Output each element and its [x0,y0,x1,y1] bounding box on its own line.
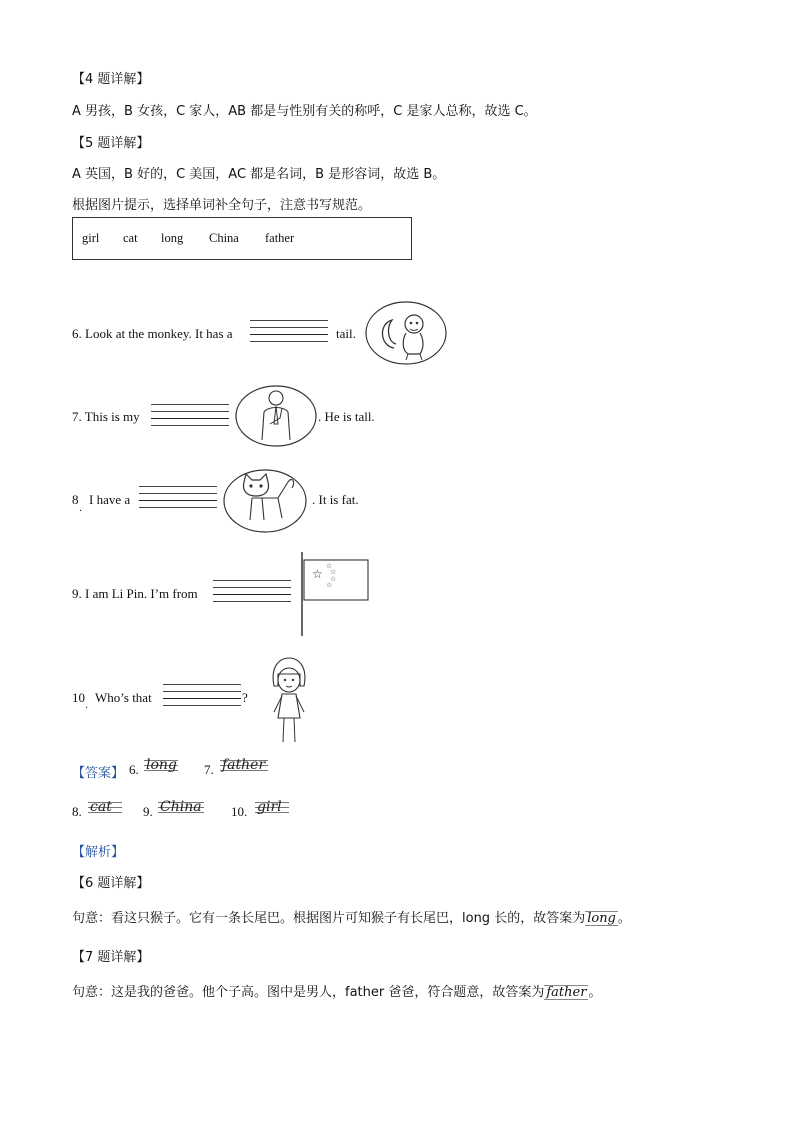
answer-label: 【答案】 [72,766,125,781]
word-bank-item: cat [123,231,138,245]
answer-num-10: 10. [231,804,248,819]
q6-analysis-text [72,907,631,926]
answer-num-8: 8. [72,804,82,819]
word-bank-item: China [209,231,239,245]
answer-word-10: girl [257,799,282,815]
section5-text: A 英国，B 好的，C 美国，AC 都是名词，B 是形容词，故选 B。 [72,167,446,182]
section5-heading: 【5 题详解】 [72,136,150,151]
answer-num-7: 7. [204,762,214,777]
monkey-picture [364,300,448,366]
q9-writing-lines[interactable] [213,580,291,608]
girl-picture [266,656,312,744]
q6-analysis-heading: 【6 题详解】 [72,876,150,891]
answer-word-9: China [160,799,202,815]
q7-analysis-heading: 【7 题详解】 [72,950,150,965]
word-bank-box [72,217,412,260]
answer-word-7: father [222,757,266,773]
q10-text-after: ? [242,690,248,705]
q9-text: 9. I am Li Pin. I’m from [72,586,198,601]
flag-big-star-icon: ☆ [312,567,323,581]
q7-analysis-end: 。 [588,985,602,1000]
flag-small-star-icon: ☆ [326,581,333,589]
q8-text-after: . It is fat. [312,492,359,507]
q6-analysis-sentence: 句意：看这只猴子。它有一条长尾巴。根据图片可知猴子有长尾巴，long 长的，故答案为 [72,911,586,926]
answer-num-6: 6. [129,762,139,777]
answer-num-9: 9. [143,804,153,819]
q10-number: 10 [72,690,85,705]
q6-analysis-end: 。 [617,911,631,926]
q6-text: 6. Look at the monkey. It has a [72,326,233,341]
word-bank-item: father [265,231,295,245]
q8-writing-lines[interactable] [139,486,217,514]
q6-writing-lines[interactable] [250,320,328,348]
instruction: 根据图片提示，选择单词补全句子，注意书写规范。 [72,198,372,213]
q6-text-after: tail. [336,326,356,341]
flag-small-star-icon: ☆ [326,562,333,570]
answer-word-8: cat [90,799,112,815]
flag-small-star-icon: ☆ [330,575,337,583]
man-picture [234,384,318,448]
q8-text: I have a [89,492,131,507]
section4-text: A 男孩，B 女孩，C 家人，AB 都是与性别有关的称呼，C 是家人总称，故选 C。 [72,104,537,119]
q6-analysis-answer: long [587,911,616,926]
q10-text: Who’s that [95,690,152,705]
q10-dot: · [85,703,89,714]
flag-small-star-icon: ☆ [330,568,337,576]
cat-picture [222,468,308,534]
q7-text-after: . He is tall. [318,409,375,424]
analysis-label: 【解析】 [72,845,125,860]
q8-dot: · [79,506,83,517]
china-flag-picture [296,552,370,636]
word-bank-item: girl [82,231,100,245]
q8-number: 8 [72,492,79,507]
answer-word-6: long [146,757,177,773]
q7-analysis-sentence: 句意：这是我的爸爸。他个子高。图中是男人，father 爸爸，符合题意，故答案为 [72,985,545,1000]
section4-heading: 【4 题详解】 [72,72,150,87]
q7-analysis-text [72,981,601,1000]
word-bank-item: long [161,231,184,245]
q7-analysis-answer: father [546,985,587,1000]
q10-writing-lines[interactable] [163,684,241,712]
q7-text: 7. This is my [72,409,140,424]
q7-writing-lines[interactable] [151,404,229,432]
